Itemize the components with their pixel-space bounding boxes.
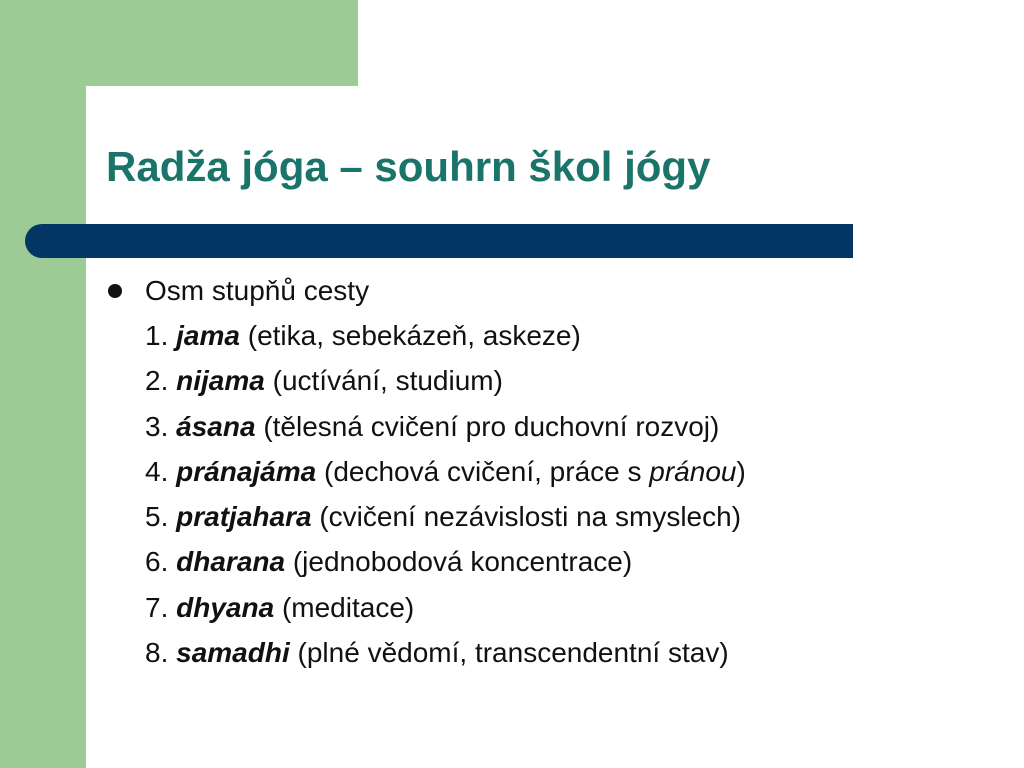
step-description: (dechová cvičení, práce s pránou) xyxy=(324,455,746,487)
step-item-5 xyxy=(104,494,746,539)
step-term: pránajáma xyxy=(176,455,317,487)
step-number: 4. xyxy=(145,455,169,487)
title-underline-bar xyxy=(25,224,853,258)
step-description: (tělesná cvičení pro duchovní rozvoj) xyxy=(263,410,720,442)
step-item-3 xyxy=(104,404,746,449)
step-number: 7. xyxy=(145,591,169,623)
step-number: 3. xyxy=(145,410,169,442)
decorative-green-sidebar xyxy=(0,0,86,768)
step-item-2 xyxy=(104,358,746,403)
step-item-4 xyxy=(104,449,746,494)
step-term: dharana xyxy=(176,546,286,578)
decorative-green-top-band xyxy=(0,0,358,86)
slide-content xyxy=(104,268,746,675)
step-description: (cvičení nezávislosti na smyslech) xyxy=(319,501,742,533)
step-description: (jednobodová koncentrace) xyxy=(292,546,633,578)
step-number: 1. xyxy=(145,320,169,351)
bullet-dot-icon xyxy=(108,284,122,298)
step-term: nijama xyxy=(176,365,265,397)
step-item-7 xyxy=(104,585,746,630)
step-description: (uctívání, studium) xyxy=(272,365,503,397)
step-item-1 xyxy=(104,313,746,358)
step-number: 2. xyxy=(145,365,169,397)
step-description: (meditace) xyxy=(281,591,415,623)
slide-title: Radža jóga – souhrn škol jógy xyxy=(106,143,711,190)
step-description: (etika, sebekázeň, askeze) xyxy=(247,320,581,351)
step-term: jama xyxy=(176,320,240,351)
step-term: pratjahara xyxy=(176,501,312,533)
step-number: 6. xyxy=(145,546,169,578)
step-description-italic: pránou xyxy=(649,455,737,487)
step-term: dhyana xyxy=(176,591,275,623)
step-term: ásana xyxy=(176,410,256,442)
step-item-8 xyxy=(104,630,746,675)
step-term: samadhi xyxy=(176,637,290,669)
step-number: 5. xyxy=(145,501,169,533)
step-description: (plné vědomí, transcendentní stav) xyxy=(297,637,729,669)
bullet-text: Osm stupňů cesty xyxy=(145,275,370,306)
step-item-6 xyxy=(104,539,746,584)
bullet-item xyxy=(104,268,746,313)
step-number: 8. xyxy=(145,637,169,669)
